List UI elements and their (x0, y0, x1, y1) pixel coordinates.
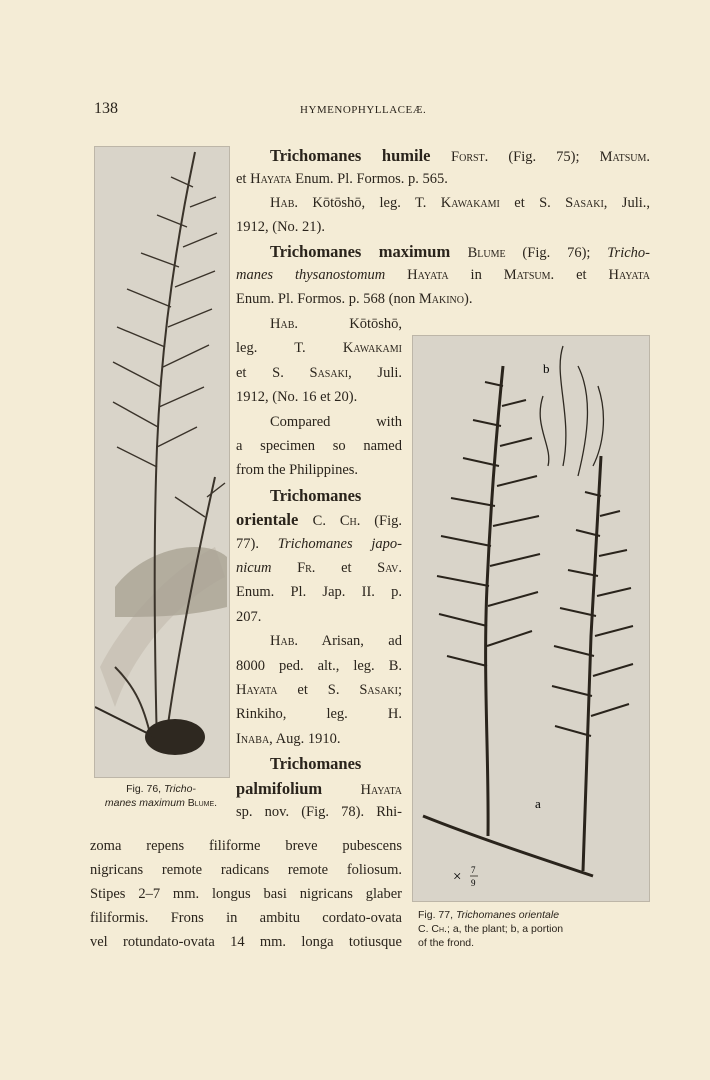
text-run: Hayata (407, 267, 449, 283)
text-run: Fig. 76, (126, 783, 165, 795)
text-run: Sasaki (309, 364, 349, 381)
text-line (236, 657, 402, 676)
scale-numerator: 7 (471, 865, 476, 875)
text-run: Hayata (236, 682, 278, 698)
text-line (270, 242, 650, 263)
text-run: , Juli. (348, 364, 402, 381)
text-run: 1912, (No. 21). (236, 219, 326, 235)
text-line (236, 388, 357, 407)
text-run: Trichomanes japo- (277, 535, 402, 552)
text-line (236, 779, 402, 800)
text-line (270, 486, 402, 507)
text-run: from the Philippines. (236, 462, 359, 479)
text-run: filiformis. Frons in ambitu cordato-ovata (90, 910, 402, 926)
text-run: Hab. (270, 316, 298, 332)
text-run: Kōtōshō, leg. T. (298, 195, 441, 211)
text-line (90, 933, 402, 952)
text-line (236, 290, 472, 309)
text-run: Sav. (377, 560, 402, 576)
text-run: Blume (467, 245, 506, 261)
text-run: Kawakami (440, 195, 500, 211)
text-run: ; (397, 682, 402, 698)
text-run: C. (312, 513, 340, 530)
text-run: Stipes 2–7 mm. longus basi nigricans glaber (90, 886, 402, 902)
text-run: in (448, 267, 504, 283)
text-run: Enum. Pl. Formos. p. 565. (291, 171, 448, 187)
text-run: et S. (277, 682, 360, 698)
text-run: Sasaki (359, 682, 398, 698)
text-run: of the frond. (418, 937, 475, 949)
text-run: Hayata (608, 267, 650, 283)
scale-multiplier: × (453, 869, 462, 885)
caption-line (418, 936, 650, 950)
text-run: Matsum. (599, 149, 650, 165)
text-run: Tricho- (164, 783, 196, 795)
text-run: Sasaki (565, 195, 604, 211)
text-run: nigricans remote radicans remote foliosum. (90, 862, 402, 878)
text-run: Trichomanes maximum (270, 242, 468, 261)
text-line (236, 266, 650, 285)
text-run: 77). (236, 535, 278, 552)
text-line (90, 885, 402, 904)
text-run: (Fig. 75); (488, 149, 600, 165)
text-run: et (236, 171, 251, 187)
caption-line (94, 782, 228, 796)
text-run: Trichomanes orientale (455, 909, 560, 921)
text-run: manes maximum (104, 797, 185, 809)
text-line (270, 315, 402, 334)
text-run: a specimen so named (236, 438, 402, 454)
text-line (236, 535, 402, 554)
scale-denominator: 9 (471, 878, 476, 888)
label-a: a (535, 796, 541, 811)
frond-portion-b (540, 346, 603, 476)
text-line (90, 909, 402, 928)
text-run: Enum. Pl. Jap. II. p. (236, 584, 402, 601)
text-line (236, 608, 261, 627)
text-run: leg. T. (236, 340, 343, 357)
text-run: Forst. (451, 149, 489, 165)
text-run: manes thysanostomum (236, 267, 386, 283)
text-line (270, 146, 650, 167)
caption-line (94, 796, 228, 810)
text-line (236, 681, 402, 700)
text-run: nicum (236, 560, 272, 576)
text-run: palmifolium (236, 778, 361, 798)
text-run: orientale (236, 510, 313, 530)
text-run: Ch. (431, 923, 447, 935)
text-run: Trichomanes (270, 485, 362, 505)
text-run: 1912, (No. 16 et 20). (236, 389, 358, 406)
text-run (385, 267, 407, 283)
text-run: Trichomanes humile (270, 146, 452, 165)
text-run: Hab. (270, 195, 298, 211)
text-line (236, 583, 402, 602)
text-run: Hayata (250, 171, 292, 187)
text-line (270, 632, 402, 651)
text-run (271, 560, 297, 576)
text-run: Trichomanes (270, 754, 362, 774)
text-run: 8000 ped. alt., leg. B. (236, 657, 402, 674)
text-run: vel rotundato-ovata 14 mm. longa totiusque (90, 934, 402, 950)
text-line (236, 437, 402, 456)
text-line (236, 339, 402, 358)
text-run: et S. (236, 364, 310, 381)
text-line (90, 837, 402, 856)
text-run: zoma repens filiforme breve pubescens (90, 838, 402, 854)
text-line (90, 861, 402, 880)
text-line (236, 461, 358, 480)
text-run: , Aug. 1910. (269, 730, 341, 747)
text-run: Kōtōshō, (298, 316, 402, 332)
text-run: et S. (499, 195, 566, 211)
text-run: Blume. (187, 797, 218, 809)
running-head: HYMENOPHYLLACEÆ. (300, 104, 427, 116)
text-run: (Fig. (360, 513, 402, 530)
figure-77-photo (412, 335, 650, 902)
text-line (236, 170, 448, 189)
text-run: Hab. (270, 633, 298, 650)
text-run: Hayata (360, 781, 402, 798)
text-line (236, 364, 402, 383)
text-run: Ch. (339, 513, 361, 530)
text-line (270, 413, 402, 432)
text-run: Inaba (236, 730, 270, 747)
text-run: sp. nov. (Fig. 78). Rhi- (236, 804, 402, 820)
text-line (236, 510, 402, 531)
text-run: 207. (236, 608, 262, 625)
caption-line (418, 922, 650, 936)
text-run: Makino (418, 291, 464, 307)
caption-line (418, 908, 650, 922)
text-run: Arisan, ad (298, 633, 402, 650)
text-run: et (315, 560, 378, 576)
text-run: Fr. (297, 560, 316, 576)
text-line (236, 218, 325, 237)
page-number: 138 (94, 100, 118, 117)
text-line (270, 754, 402, 775)
text-run: Matsum. (503, 267, 555, 283)
figure-76-caption (94, 782, 228, 810)
text-run: ; a, the plant; b, a portion (446, 923, 564, 935)
text-line (236, 559, 402, 578)
text-run: Tricho- (607, 245, 650, 261)
text-run: Kawakami (342, 340, 402, 357)
text-run: (Fig. 76); (505, 245, 608, 261)
text-run: C. (418, 923, 432, 935)
text-run: ). (464, 291, 473, 307)
label-b: b (543, 361, 550, 376)
figure-77-caption (418, 908, 650, 950)
text-run: Enum. Pl. Formos. p. 568 (non (236, 291, 419, 307)
text-line (236, 730, 340, 749)
text-line (236, 803, 402, 822)
text-run: , Juli., (603, 195, 650, 211)
text-line (270, 194, 650, 213)
figure-76-photo (94, 146, 230, 778)
text-run: Fig. 77, (418, 909, 456, 921)
text-run: Compared with (270, 413, 402, 430)
text-run: et (554, 267, 609, 283)
text-run: Rinkiho, leg. H. (236, 706, 402, 723)
text-line (236, 705, 402, 724)
